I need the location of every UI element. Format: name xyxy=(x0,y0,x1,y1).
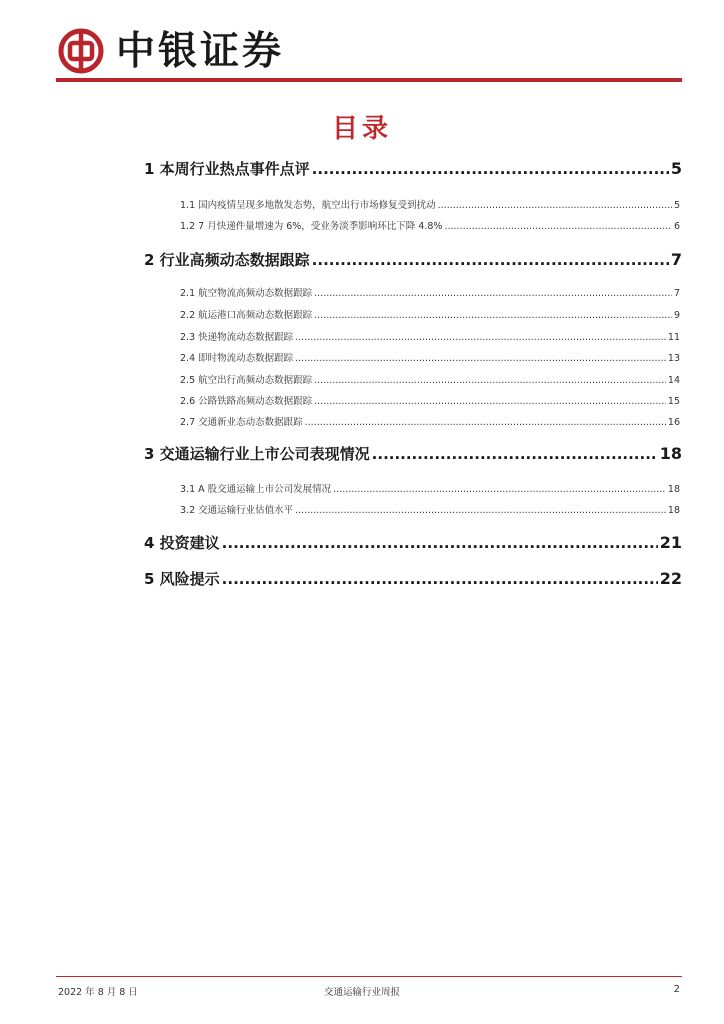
dot-leader xyxy=(372,445,658,463)
toc-entry-page: 5 xyxy=(673,200,680,211)
toc-entry-5[interactable] xyxy=(144,568,682,589)
toc-entry-page: 7 xyxy=(670,250,682,269)
dot-leader xyxy=(314,396,666,407)
toc-entry-label: 4 投资建议 xyxy=(144,534,220,552)
dot-leader xyxy=(312,251,669,269)
dot-leader xyxy=(314,310,672,321)
toc-entry-page: 22 xyxy=(659,569,682,588)
toc-entry-2-6[interactable] xyxy=(180,393,680,407)
toc-entry-label: 2.6 公路铁路高频动态数据跟踪 xyxy=(180,396,313,407)
toc-entry-label: 2.5 航空出行高频动态数据跟踪 xyxy=(180,375,313,386)
toc-entry-2-2[interactable] xyxy=(180,307,680,321)
dot-leader xyxy=(295,505,666,516)
dot-leader xyxy=(444,221,672,232)
toc-entry-page: 5 xyxy=(670,159,682,178)
toc-entry-2-4[interactable] xyxy=(180,350,680,364)
toc-entry-label: 3.2 交通运输行业估值水平 xyxy=(180,505,294,516)
toc-entry-page: 9 xyxy=(673,310,680,321)
toc-entry-page: 7 xyxy=(673,288,680,299)
header-divider xyxy=(56,78,682,82)
toc-title: 目录 xyxy=(331,114,392,144)
toc-entry-label: 2 行业高频动态数据跟踪 xyxy=(144,251,310,269)
toc-entry-page: 11 xyxy=(667,332,680,343)
brand-name: 中银证券 xyxy=(116,29,285,74)
dot-leader xyxy=(438,200,672,211)
toc-entry-label: 2.4 即时物流动态数据跟踪 xyxy=(180,353,294,364)
page-header xyxy=(56,28,682,82)
toc-entry-4[interactable] xyxy=(144,532,682,553)
dot-leader xyxy=(314,288,672,299)
toc-entry-label: 1 本周行业热点事件点评 xyxy=(144,160,310,178)
dot-leader xyxy=(305,417,666,428)
toc-entry-page: 18 xyxy=(667,505,680,516)
toc-entry-page: 21 xyxy=(659,533,682,552)
toc-entry-page: 13 xyxy=(667,353,680,364)
dot-leader xyxy=(295,353,666,364)
toc-entry-2-5[interactable] xyxy=(180,372,680,386)
dot-leader xyxy=(312,160,669,178)
report-name: 交通运输行业周报 xyxy=(323,987,400,998)
toc-entry-2-1[interactable] xyxy=(180,285,680,299)
toc-entry-page: 6 xyxy=(673,221,680,232)
toc-entry-2-7[interactable] xyxy=(180,414,680,428)
toc-entry-page: 16 xyxy=(667,417,680,428)
toc-entry-1-1[interactable] xyxy=(180,197,680,211)
page-number: 2 xyxy=(673,984,680,995)
dot-leader xyxy=(222,570,658,588)
toc-entry-2-3[interactable] xyxy=(180,329,680,343)
dot-leader xyxy=(295,332,666,343)
toc-entry-label: 1.1 国内疫情呈现多地散发态势，航空出行市场修复受到扰动 xyxy=(180,200,436,211)
toc-entry-3-2[interactable] xyxy=(180,502,680,516)
toc-entry-label: 3.1 A 股交通运输上市公司发展情况 xyxy=(180,484,332,495)
toc-entry-2[interactable] xyxy=(144,249,682,270)
toc-entry-3[interactable] xyxy=(144,443,682,464)
toc-entry-label: 1.2 7 月快递件量增速为 6%，受业务淡季影响环比下降 4.8% xyxy=(180,221,443,232)
toc-entry-page: 18 xyxy=(659,444,682,463)
toc-entry-label: 2.7 交通新业态动态数据跟踪 xyxy=(180,417,303,428)
toc-entry-label: 5 风险提示 xyxy=(144,570,220,588)
toc-entry-1[interactable] xyxy=(144,158,682,179)
bank-of-china-logo-icon xyxy=(58,28,104,74)
toc-entry-label: 2.3 快递物流动态数据跟踪 xyxy=(180,332,294,343)
toc-entry-label: 2.1 航空物流高频动态数据跟踪 xyxy=(180,288,313,299)
toc-entry-1-2[interactable] xyxy=(180,218,680,232)
dot-leader xyxy=(333,484,666,495)
toc-entry-page: 15 xyxy=(667,396,680,407)
dot-leader xyxy=(314,375,666,386)
footer-divider xyxy=(56,976,682,977)
report-date: 2022 年 8 月 8 日 xyxy=(58,987,138,998)
toc-entry-3-1[interactable] xyxy=(180,481,680,495)
toc-entry-label: 3 交通运输行业上市公司表现情况 xyxy=(144,445,370,463)
toc-entry-page: 18 xyxy=(667,484,680,495)
dot-leader xyxy=(222,534,658,552)
toc-entry-label: 2.2 航运港口高频动态数据跟踪 xyxy=(180,310,313,321)
toc-entry-page: 14 xyxy=(667,375,680,386)
